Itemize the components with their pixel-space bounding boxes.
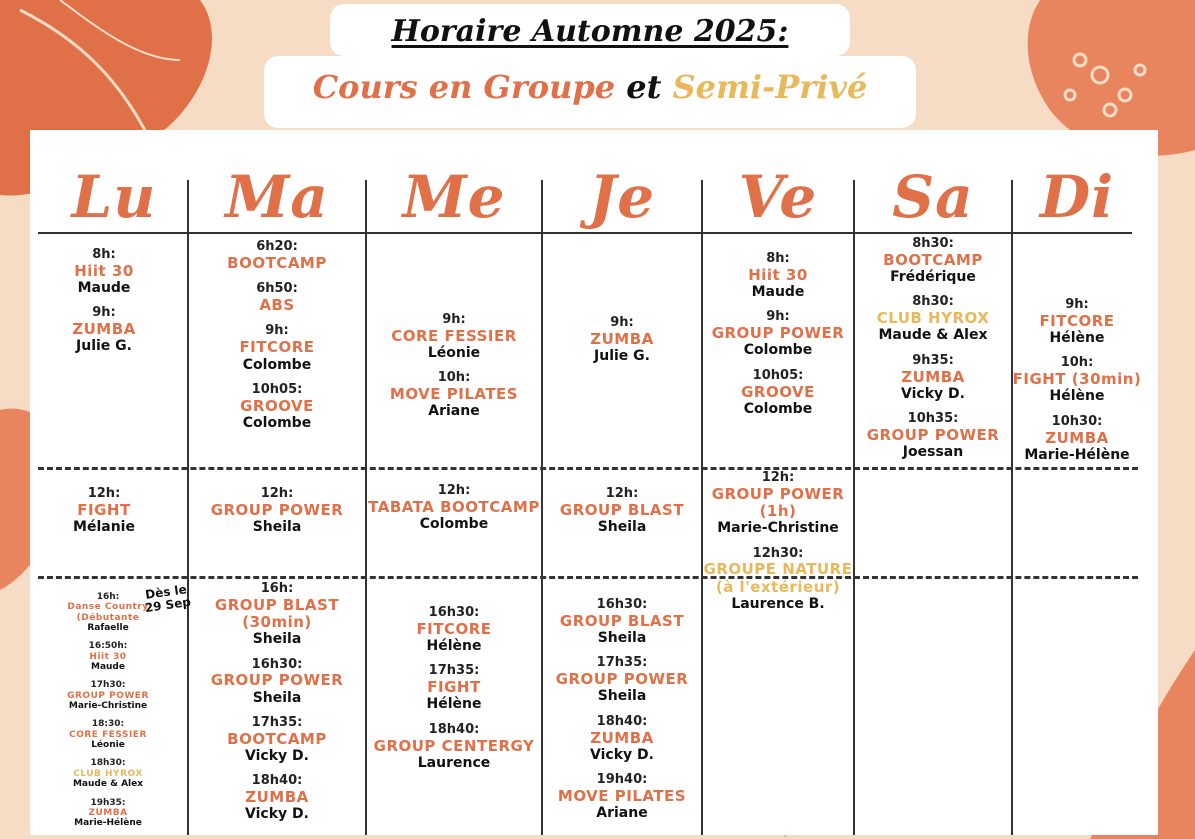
class-name: ABS [259, 296, 295, 315]
class-entry [40, 248, 168, 296]
class-time: 8h: [92, 247, 116, 262]
class-instructor: Hélène [1049, 388, 1105, 405]
class-name: Hiit 30 [748, 265, 808, 284]
class-entry [542, 316, 702, 364]
class-name: MOVE PILATES [389, 385, 519, 404]
class-time: 16h: [260, 581, 294, 596]
class-name: BOOTCAMP [227, 253, 327, 272]
class-name: Hiit 30 [74, 261, 134, 280]
class-name: FIGHT [77, 500, 131, 519]
class-name: Hiit 30 [89, 651, 127, 662]
class-time: 16h30: [428, 605, 480, 620]
class-time: 18h30: [90, 758, 126, 769]
lu-noon [40, 487, 168, 535]
class-entry [854, 354, 1012, 402]
class-entry [40, 758, 176, 789]
class-name: GROUP CENTERGY [373, 736, 535, 755]
class-time: 10h35: [907, 410, 959, 426]
class-entry [188, 324, 366, 372]
class-entry [1012, 298, 1142, 346]
me-noon [366, 484, 542, 532]
day-header-sa: Sa [892, 163, 974, 231]
class-instructor: Colombe [743, 342, 813, 359]
class-name: Danse Country (Débutante [67, 602, 149, 623]
class-instructor: Léonie [427, 345, 481, 362]
class-time: 18:30: [91, 719, 125, 730]
class-instructor: Marie-Christine [68, 701, 148, 712]
class-name: GROUPE NATURE (à l'extérieur) [703, 560, 853, 596]
class-name: CORE FESSIER [391, 326, 517, 345]
class-name: FITCORE [1039, 311, 1115, 330]
class-instructor: Hélène [1049, 330, 1105, 347]
class-time: 12h: [87, 486, 121, 501]
class-time: 17h35: [596, 655, 648, 671]
class-name: MOVE PILATES [557, 786, 687, 805]
day-header-me: Me [402, 163, 506, 231]
class-name: GROUP BLAST (30min) [214, 595, 340, 632]
class-entry [542, 773, 702, 821]
day-header-je: Je [588, 163, 656, 231]
class-instructor: Maude & Alex [72, 779, 144, 790]
lu-morning [40, 248, 168, 355]
class-entry [1012, 415, 1142, 463]
je-evening [542, 598, 702, 821]
class-name: GROOVE [741, 382, 815, 401]
page-title: Horaire Automne 2025: [391, 14, 789, 49]
class-instructor: Sheila [252, 689, 302, 706]
class-time: 19h40: [596, 771, 648, 787]
class-time: 6h20: [256, 239, 298, 254]
je-noon [542, 487, 702, 535]
class-entry [366, 723, 542, 771]
day-header-lu: Lu [71, 163, 157, 231]
class-entry [40, 680, 176, 711]
class-instructor: Maude [91, 662, 125, 673]
class-name: BOOTCAMP [883, 250, 983, 269]
ma-noon [188, 487, 366, 535]
class-name: FITCORE [416, 619, 492, 638]
class-instructor: Colombe [419, 516, 489, 533]
subtitle-and: et [626, 68, 662, 106]
class-instructor: Laurence B. [731, 595, 825, 612]
class-name: GROUP POWER [210, 671, 344, 690]
class-instructor: Julie G. [76, 338, 132, 355]
class-instructor: Sheila [252, 519, 302, 536]
class-name: GROUP BLAST [559, 611, 685, 630]
class-name: ZUMBA [88, 807, 128, 818]
class-name: FITCORE [239, 338, 315, 357]
class-entry [188, 658, 366, 706]
class-entry [40, 487, 168, 535]
me-morning [366, 313, 542, 420]
class-time: 8h30: [912, 294, 954, 310]
page-subtitle [264, 68, 916, 106]
class-entry [542, 715, 702, 763]
class-time: 18h40: [428, 721, 480, 737]
class-instructor: Vicky D. [245, 748, 309, 764]
class-time: 8h30: [912, 236, 954, 251]
class-entry [40, 719, 176, 750]
class-time: 16h: [96, 592, 120, 602]
class-entry [188, 487, 366, 535]
class-instructor: Colombe [242, 414, 312, 431]
class-entry [854, 412, 1012, 460]
class-entry [542, 656, 702, 704]
noon-divider [38, 467, 1138, 470]
class-instructor: Maude & Alex [878, 327, 988, 344]
class-time: 18h40: [596, 713, 648, 729]
class-entry [188, 582, 366, 648]
ma-evening [188, 582, 366, 822]
class-instructor: Hélène [426, 638, 482, 655]
class-entry [188, 716, 366, 764]
day-header-ma: Ma [225, 163, 329, 231]
class-time: 10h: [1060, 355, 1094, 371]
class-entry [542, 598, 702, 646]
class-name: GROUP POWER [555, 670, 689, 689]
class-time: 19h35: [90, 797, 126, 808]
class-time: 9h: [265, 323, 289, 339]
class-entry [366, 484, 542, 532]
class-instructor: Marie-Hélène [74, 818, 142, 829]
day-header-di: Di [1039, 163, 1115, 231]
class-instructor: Marie-Hélène [1024, 446, 1130, 463]
class-name: ZUMBA [1045, 428, 1109, 447]
class-entry [40, 306, 168, 354]
class-entry [188, 383, 366, 431]
class-instructor: Ariane [596, 805, 648, 822]
class-name: CLUB HYROX [876, 309, 990, 328]
class-name: ZUMBA [72, 320, 136, 339]
class-name: ZUMBA [590, 329, 654, 348]
class-instructor: Sheila [252, 631, 302, 648]
class-name: BOOTCAMP [227, 729, 327, 748]
class-instructor: Léonie [91, 740, 125, 751]
class-name: GROUP POWER [67, 690, 149, 701]
class-instructor: Joessan [902, 444, 964, 461]
class-entry [854, 237, 1012, 285]
class-instructor: Rafaelle [87, 623, 129, 634]
class-time: 9h: [766, 309, 790, 325]
class-entry [1012, 356, 1142, 404]
class-time: 16h30: [596, 597, 648, 612]
class-instructor: Hélène [426, 696, 482, 713]
je-morning [542, 316, 702, 364]
class-time: 10h05: [251, 381, 303, 397]
class-name: TABATA BOOTCAMP [368, 497, 540, 516]
class-time: 12h30: [752, 545, 804, 561]
class-instructor: Maude [751, 284, 805, 301]
class-instructor: Vicky D. [901, 385, 965, 402]
class-time: 12h: [761, 470, 795, 485]
class-instructor: Frédérique [890, 269, 976, 286]
class-name: FIGHT [427, 678, 481, 697]
class-entry [188, 240, 366, 272]
class-instructor: Colombe [743, 400, 813, 417]
evening-divider [38, 576, 1138, 579]
class-entry [366, 313, 542, 361]
class-entry [542, 487, 702, 535]
class-time: 9h: [610, 315, 634, 330]
ve-noon [702, 471, 854, 612]
class-time: 12h: [605, 486, 639, 501]
class-entry [188, 774, 366, 822]
class-time: 9h: [92, 305, 116, 321]
class-entry [702, 547, 854, 613]
class-entry [40, 798, 176, 829]
class-time: 6h50: [256, 281, 298, 297]
class-time: 10h05: [752, 367, 804, 383]
di-morning [1012, 298, 1142, 463]
class-entry [702, 471, 854, 537]
sa-morning [854, 237, 1012, 460]
class-time: 17h35: [251, 714, 303, 730]
ve-morning [702, 252, 854, 417]
class-entry [702, 252, 854, 300]
class-name: CORE FESSIER [69, 729, 147, 740]
class-time: 9h: [1065, 297, 1089, 312]
class-name: GROUP POWER (1h) [711, 484, 845, 521]
class-entry [854, 295, 1012, 343]
class-instructor: Laurence [417, 754, 491, 771]
day-header-ve: Ve [738, 163, 818, 231]
class-entry [40, 641, 176, 672]
class-time: 9h35: [912, 352, 954, 368]
class-entry [366, 664, 542, 712]
class-time: 16h30: [251, 656, 303, 672]
class-name: GROUP BLAST [559, 500, 685, 519]
header-divider [38, 232, 1132, 234]
class-time: 8h: [766, 251, 790, 266]
subtitle-group: Cours en Groupe [312, 68, 616, 106]
class-time: 17h30: [90, 680, 126, 691]
class-instructor: Maude [77, 280, 131, 297]
class-name: CLUB HYROX [73, 768, 143, 779]
class-instructor: Sheila [597, 630, 647, 647]
class-instructor: Vicky D. [590, 746, 654, 763]
start-date-note: Dès le 29 Sep [143, 582, 192, 616]
class-entry [366, 606, 542, 654]
subtitle-semi-private: Semi-Privé [672, 68, 868, 106]
class-time: 10h30: [1051, 413, 1103, 429]
class-name: GROOVE [240, 396, 314, 415]
class-name: ZUMBA [901, 367, 965, 386]
class-time: 17h35: [428, 663, 480, 679]
class-entry [702, 310, 854, 358]
class-time: 18h40: [251, 773, 303, 789]
class-name: FIGHT (30min) [1012, 370, 1142, 389]
class-time: 16:50h: [88, 641, 128, 652]
class-time: 10h: [437, 370, 471, 386]
class-name: GROUP POWER [210, 500, 344, 519]
me-evening [366, 606, 542, 771]
class-name: GROUP POWER [711, 324, 845, 343]
class-name: GROUP POWER [866, 425, 1000, 444]
class-instructor: Sheila [597, 519, 647, 536]
class-entry [702, 369, 854, 417]
class-time: 12h: [437, 483, 471, 498]
class-instructor: Sheila [597, 688, 647, 705]
class-name: ZUMBA [245, 788, 309, 807]
class-instructor: Ariane [428, 403, 480, 420]
class-instructor: Marie-Christine [717, 520, 839, 537]
class-entry [188, 282, 366, 314]
ma-morning [188, 240, 366, 431]
class-name: ZUMBA [590, 728, 654, 747]
class-entry [366, 371, 542, 419]
class-instructor: Julie G. [594, 348, 650, 365]
class-time: 12h: [260, 486, 294, 501]
class-time: 9h: [442, 312, 466, 327]
class-instructor: Colombe [242, 356, 312, 373]
class-instructor: Vicky D. [245, 806, 309, 823]
class-instructor: Mélanie [73, 519, 135, 536]
lu-evening [40, 592, 176, 829]
